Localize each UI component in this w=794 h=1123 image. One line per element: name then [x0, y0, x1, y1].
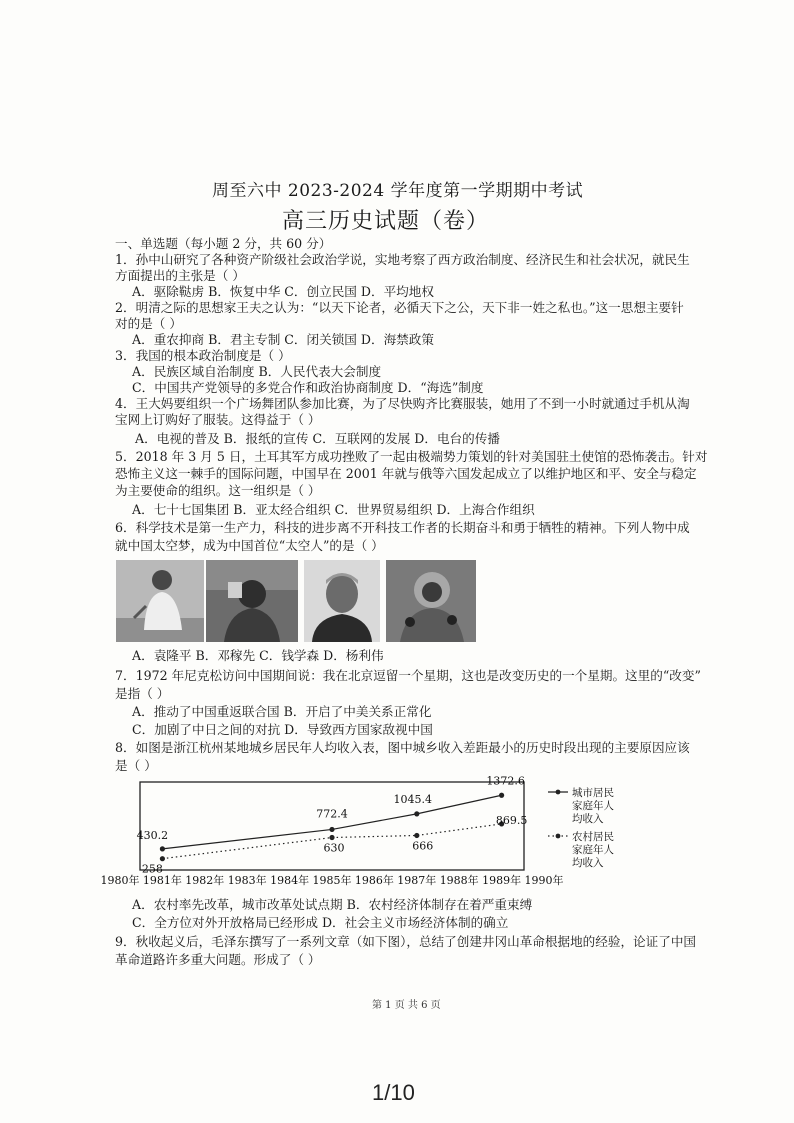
x-tick-label: 1985年 — [312, 874, 352, 887]
exam-subtitle: 高三历史试题（卷） — [282, 209, 490, 234]
q5-line1: 5．2018 年 3 月 5 日，土耳其军方成功挫败了一起由极端势力策划的针对美国驻土使馆的恐怖袭击。针对 — [115, 449, 708, 464]
q3-line1: 3．我国的根本政治制度是（ ） — [115, 348, 291, 363]
data-label: 430.2 — [136, 828, 169, 842]
page-number: 第 1 页 共 6 页 — [372, 1000, 441, 1011]
data-point — [414, 811, 419, 816]
q6-line1: 6．科学技术是第一生产力，科技的进步离不开科技工作者的长期奋斗和勇于牺牲的精神。下列人物中成 — [115, 520, 690, 535]
q2-line1: 2．明清之际的思想家王夫之认为：“以天下论者，必循天下之公，天下非一姓之私也。”这一思想主要针 — [115, 300, 684, 315]
q4-options: A．电视的普及 B．报纸的宣传 C．互联网的发展 D．电台的传播 — [135, 431, 500, 446]
x-tick-label: 1990年 — [524, 874, 564, 887]
q7-options-2: C．加剧了中日之间的对抗 D．导致西方国家敌视中国 — [132, 722, 433, 737]
q4-line2: 宝网上订购好了服装。这得益于（ ） — [115, 412, 321, 427]
q3-options-1: A．民族区域自治制度 B．人民代表大会制度 — [132, 364, 382, 379]
q6-options: A．袁隆平 B．邓稼先 C．钱学森 D．杨利伟 — [132, 648, 384, 663]
q5-options: A．七十七国集团 B．亚太经合组织 C．世界贸易组织 D．上海合作组织 — [132, 502, 535, 517]
q6-line2: 就中国太空梦，成为中国首位“太空人”的是（ ） — [115, 538, 384, 553]
data-point — [329, 827, 334, 832]
data-label: 666 — [412, 839, 434, 853]
x-tick-label: 1984年 — [270, 874, 310, 887]
photo-qian-xuesen — [304, 560, 380, 642]
q2-line2: 对的是（ ） — [115, 316, 182, 331]
income-line-chart — [100, 774, 632, 890]
q8-line2: 是（ ） — [115, 758, 157, 773]
q4-line1: 4．王大妈要组织一个广场舞团队参加比赛，为了尽快购齐比赛服装，她用了不到一小时就通过手机从淘 — [115, 396, 690, 411]
data-label: 1372.6 — [486, 774, 525, 788]
q9-line1: 9．秋收起义后，毛泽东撰写了一系列文章（如下图），总结了创建井冈山革命根据地的经验，论证了中国 — [115, 934, 697, 949]
legend-label: 家庭年人 — [572, 844, 614, 856]
legend-label: 家庭年人 — [572, 800, 614, 812]
data-label: 1045.4 — [393, 792, 433, 806]
q1-options: A．驱除鞑虏 B．恢复中华 C．创立民国 D．平均地权 — [132, 284, 434, 299]
data-label: 630 — [323, 841, 345, 855]
legend-label: 均收入 — [572, 813, 604, 825]
data-point — [160, 846, 165, 851]
data-label: 869.5 — [495, 813, 528, 827]
q1-line1: 1．孙中山研究了各种资产阶级社会政治学说，实地考察了西方政治制度、经济民生和社会状况，就民生 — [115, 252, 690, 267]
q5-line3: 为主要使命的组织。这一组织是（ ） — [115, 483, 321, 498]
data-point — [499, 793, 504, 798]
x-tick-label: 1980年 — [100, 874, 140, 887]
x-tick-label: 1987年 — [397, 874, 437, 887]
q7-line1: 7．1972 年尼克松访问中国期间说：我在北京逗留一个星期，这也是改变历史的一个星期。这里的“改变” — [115, 668, 701, 683]
q3-options-2: C．中国共产党领导的多党合作和政治协商制度 D．“海选”制度 — [132, 380, 484, 395]
q9-line2: 革命道路许多重大问题。形成了（ ） — [115, 952, 321, 967]
legend-label: 农村居民 — [572, 831, 614, 843]
pdf-pager: 1/10 — [372, 1080, 415, 1105]
data-label: 258 — [141, 862, 163, 876]
legend-marker — [556, 834, 561, 839]
q1-line2: 方面提出的主张是（ ） — [115, 268, 245, 283]
section-heading: 一、单选题（每小题 2 分，共 60 分） — [115, 236, 332, 251]
legend-label: 均收入 — [572, 857, 604, 869]
data-point — [160, 856, 165, 861]
data-point — [329, 835, 334, 840]
x-tick-label: 1982年 — [185, 874, 225, 887]
x-tick-label: 1981年 — [142, 874, 182, 887]
x-tick-label: 1988年 — [439, 874, 479, 887]
q7-line2: 是指（ ） — [115, 686, 170, 701]
q8-options-1: A．农村率先改革，城市改革处试点期 B．农村经济体制存在着严重束缚 — [132, 897, 533, 912]
data-label: 772.4 — [316, 807, 348, 821]
x-tick-label: 1986年 — [354, 874, 394, 887]
plot-frame — [140, 782, 524, 870]
q7-options-1: A．推动了中国重返联合国 B．开启了中美关系正常化 — [132, 704, 432, 719]
legend-label: 城市居民 — [572, 787, 614, 799]
photo-yang-liwei — [386, 560, 476, 642]
q8-line1: 8．如图是浙江杭州某地城乡居民年人均收入表，图中城乡收入差距最小的历史时段出现的主要原因应该 — [115, 740, 690, 755]
q5-line2: 恐怖主义这一棘手的国际问题，中国早在 2001 年就与俄等六国发起成立了以维护地区和平、安全与稳定 — [115, 466, 697, 481]
q2-options: A．重农抑商 B．君主专制 C．闭关锁国 D．海禁政策 — [132, 332, 434, 347]
photo-yuan-longping — [116, 560, 204, 642]
x-tick-label: 1983年 — [227, 874, 267, 887]
data-point — [414, 833, 419, 838]
x-tick-label: 1989年 — [482, 874, 522, 887]
legend-marker — [556, 790, 561, 795]
photo-deng-jiaxian — [206, 560, 298, 642]
q8-options-2: C．全方位对外开放格局已经形成 D．社会主义市场经济体制的确立 — [132, 915, 509, 930]
exam-title: 周至六中 2023-2024 学年度第一学期期中考试 — [212, 181, 584, 201]
